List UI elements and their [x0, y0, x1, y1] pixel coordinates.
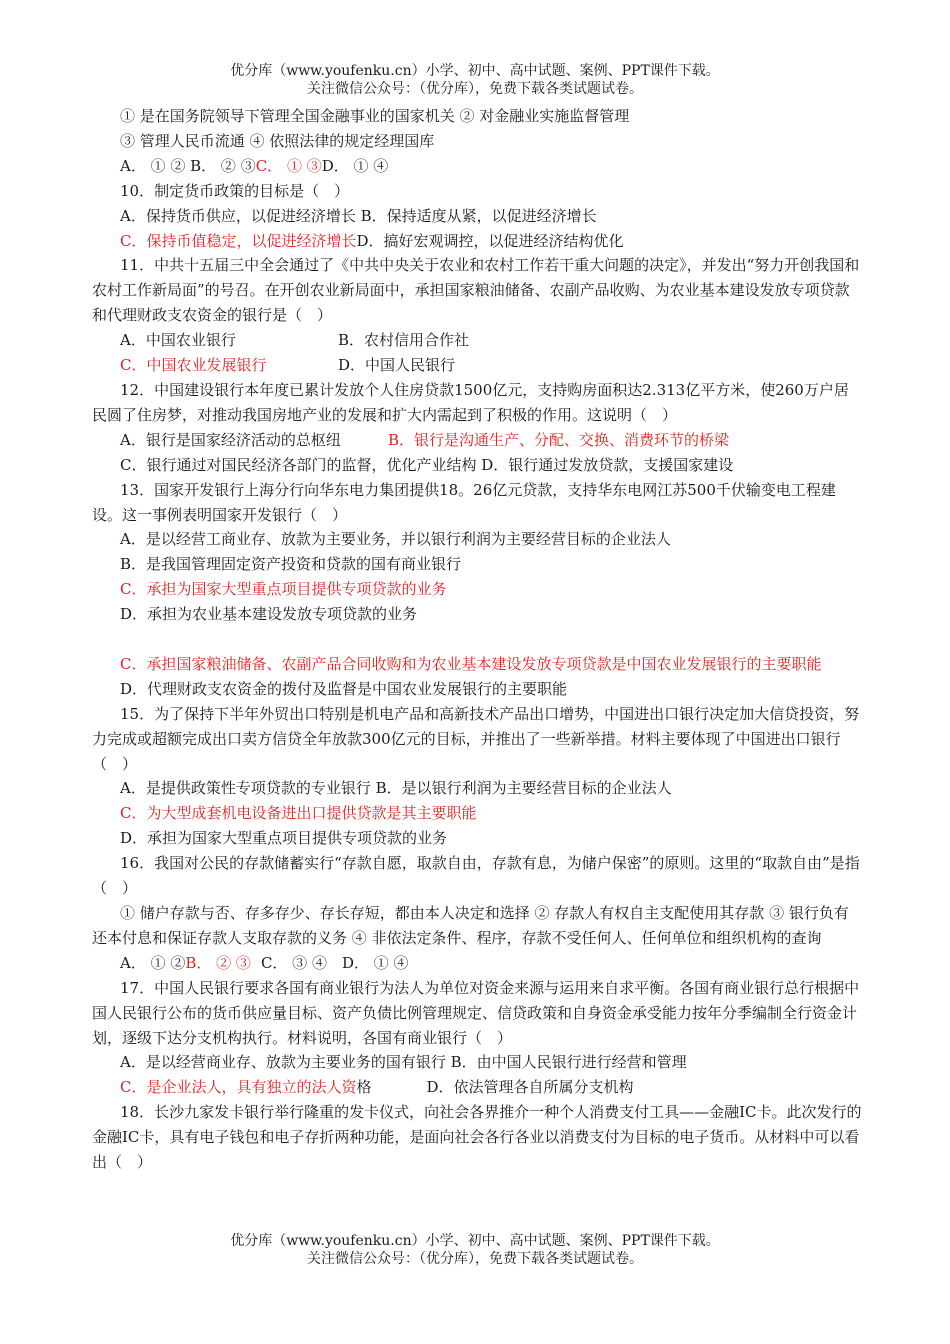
q12-option-b-answer: B．银行是沟通生产、分配、交换、消费环节的桥梁 [388, 430, 730, 449]
question-body [92, 104, 862, 1175]
q17-option-c-tail: 格 [356, 1078, 372, 1097]
q12-stem [92, 378, 862, 428]
q17-stem [92, 976, 862, 1051]
q15-option-d: D．承担为国家大型重点项目提供专项贷款的业务 [120, 829, 448, 848]
q10-option-d: D．搞好宏观调控，以促进经济结构优化 [356, 231, 624, 250]
footer-line-2: 关注微信公众号：（优分库），免费下载各类试题试卷。 [307, 1251, 643, 1267]
q13-option-c-answer: C．承担为国家大型重点项目提供专项贷款的业务 [120, 580, 447, 599]
q17-option-d: D．依法管理各自所属分支机构 [426, 1078, 634, 1097]
q16-stem [92, 851, 862, 901]
q14-option-c-answer [92, 652, 862, 677]
q11-option-c-answer: C．中国农业发展银行 [120, 356, 267, 375]
q9-items-2: ③ 管理人民币流通 ④ 依照法律的规定经理国库 [120, 131, 435, 150]
q11-option-b: B．农村信用合作社 [338, 331, 470, 350]
q12-options-cd: C．银行通过对国民经济各部门的监督，优化产业结构 D．银行通过发放贷款，支援国家建设 [120, 455, 734, 474]
q10-option-c-answer: C．保持币值稳定，以促进经济增长 [120, 231, 357, 250]
q9-options [92, 154, 862, 179]
footer-line-1: 优分库（www.youfenku.cn）小学、初中、高中试题、案例、PPT课件下载。 [230, 1233, 720, 1249]
q11-options-ab [92, 328, 862, 353]
q12-stem-text: 12．中国建设银行本年度已累计发放个人住房贷款1500亿元，支持购房面积达2.313亿平方米，使260万户居民圆了住房梦，对推动我国房地产业的发展和扩大内需起到了积极的作用。这说明（ ） [92, 380, 849, 424]
q15-stem-text: 15．为了保持下半年外贸出口特别是机电产品和高新技术产品出口增势，中国进出口银行决定加大信贷投资，努力完成或超额完成出口卖方信贷全年放款300亿元的目标，并推出了一些新举措。材料主要体现了中国进出口银行（ ） [92, 704, 860, 773]
q10-options-cd [92, 229, 862, 254]
q17-stem-text: 17．中国人民银行要求各国有商业银行为法人为单位对资金来源与运用来自求平衡。各国有商业银行总行根据中国人民银行公布的货币供应量目标、资产负债比例管理规定、信贷政策和自身资金承受能力按年分季编制全行资金计划，逐级下达分支机构执行。材料说明，各国有商业银行（ ） [92, 978, 860, 1047]
q9-option-ab: A． ① ② B． ② ③ [120, 156, 256, 175]
q16-option-b-answer: B． ② ③ [185, 953, 251, 972]
q13-stem-text: 13．国家开发银行上海分行向华东电力集团提供18。26亿元贷款，支持华东电网江苏500千伏输变电工程建设。这一事例表明国家开发银行（ ） [92, 480, 836, 524]
q15-option-c-answer: C．为大型成套机电设备进出口提供贷款是其主要职能 [120, 804, 477, 823]
q10-stem: 10．制定货币政策的目标是（ ） [120, 181, 350, 200]
q18-stem [92, 1100, 862, 1175]
q16-items-text: ① 储户存款与否、存多存少、存长存短，都由本人决定和选择 ② 存款人有权自主支配使用其存款 ③ 银行负有还本付息和保证存款人支取存款的义务 ④ 非依法定条件、程序，存款不受任何人、任何单位和组织机构的查询 [92, 903, 849, 947]
q9-option-c-answer: C． ① ③ [255, 156, 322, 175]
q17-options-cd [92, 1075, 862, 1100]
q10-option-ab: A．保持货币供应，以促进经济增长 B．保持适度从紧，以促进经济增长 [120, 206, 597, 225]
q18-stem-text: 18．长沙九家发卡银行举行隆重的发卡仪式，向社会各界推介一种个人消费支付工具——金融IC卡。此次发行的金融IC卡，具有电子钱包和电子存折两种功能，是面向社会各行各业以消费支付为目标的电子货币。从材料中可以看出（ ） [92, 1103, 862, 1172]
q16-items [92, 901, 862, 951]
q9-option-d: D． ① ④ [321, 156, 389, 175]
q16-stem-text: 16．我国对公民的存款储蓄实行“存款自愿，取款自由，存款有息，为储户保密”的原则。这里的“取款自由”是指（ ） [92, 854, 860, 898]
q13-option-d: D．承担为农业基本建设发放专项贷款的业务 [120, 605, 418, 624]
q14-option-c-text: C．承担国家粮油储备、农副产品合同收购和为农业基本建设发放专项贷款是中国农业发展银行的主要职能 [120, 654, 822, 673]
q11-stem [92, 253, 862, 328]
header-line-1: 优分库（www.youfenku.cn）小学、初中、高中试题、案例、PPT课件下载。 [230, 63, 720, 79]
q12-options-ab [92, 428, 862, 453]
q13-stem [92, 478, 862, 528]
q9-items-1: ① 是在国务院领导下管理全国金融事业的国家机关 ② 对金融业实施监督管理 [120, 107, 630, 125]
q12-option-a: A．银行是国家经济活动的总枢纽 [120, 430, 341, 449]
blank-line [92, 627, 862, 652]
q11-option-a: A．中国农业银行 [120, 331, 236, 350]
q15-option-ab: A．是提供政策性专项贷款的专业银行 B．是以银行利润为主要经营目标的企业法人 [120, 779, 672, 798]
q14-option-d: D．代理财政支农资金的拨付及监督是中国农业发展银行的主要职能 [120, 679, 568, 698]
q17-option-c-answer: C．是企业法人，具有独立的法人资 [120, 1078, 357, 1097]
q16-option-a: A． ① ② [120, 953, 186, 972]
q15-stem [92, 702, 862, 777]
q13-option-a: A．是以经营工商业存、放款为主要业务，并以银行利润为主要经营目标的企业法人 [120, 530, 671, 549]
header-line-2: 关注微信公众号：（优分库），免费下载各类试题试卷。 [307, 81, 643, 97]
q17-option-ab: A．是以经营商业存、放款为主要业务的国有银行 B．由中国人民银行进行经营和管理 [120, 1053, 687, 1072]
q16-options [92, 951, 862, 976]
q11-options-cd [92, 353, 862, 378]
q11-option-d: D．中国人民银行 [338, 356, 456, 375]
q16-option-cd: C． ③ ④ D． ① ④ [260, 953, 409, 972]
q13-option-b: B．是我国管理固定资产投资和贷款的国有商业银行 [120, 555, 462, 574]
q11-stem-text: 11．中共十五届三中全会通过了《中共中央关于农业和农村工作若干重大问题的决定》，并发出“努力开创我国和农村工作新局面”的号召。在开创农业新局面中，承担国家粮油储备、农副产品收购、为农业基本建设发放专项贷款和代理财政支农资金的银行是（ ） [92, 256, 860, 325]
